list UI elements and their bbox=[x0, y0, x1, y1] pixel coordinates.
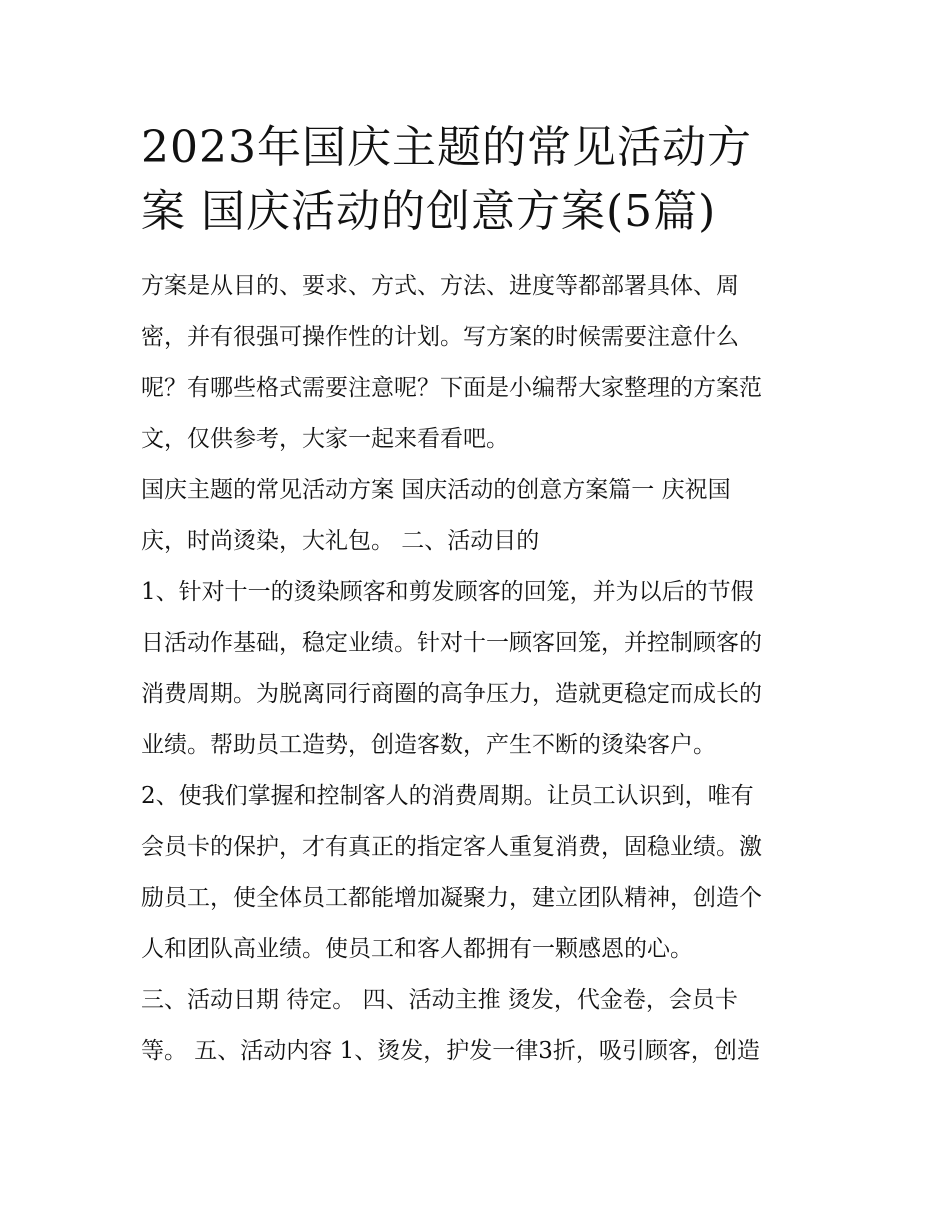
goal-two-paragraph bbox=[141, 771, 813, 975]
text-line: 日活动作基础，稳定业绩。针对十一顾客回笼，并控制顾客的 bbox=[141, 630, 762, 656]
text-line: 2、使我们掌握和控制客人的消费周期。让员工认识到，唯有 bbox=[141, 783, 754, 809]
text-line: 消费周期。为脱离同行商圈的高争压力，造就更稳定而成长的 bbox=[141, 681, 762, 707]
title-line: 案 国庆活动的创意方案(5篇) bbox=[141, 186, 717, 237]
schedule-paragraph bbox=[141, 975, 813, 1077]
goal-one-paragraph bbox=[141, 567, 813, 771]
text-line: 1、针对十一的烫染顾客和剪发顾客的回笼，并为以后的节假 bbox=[141, 579, 754, 605]
document-title bbox=[141, 116, 813, 244]
intro-paragraph bbox=[141, 261, 813, 465]
text-line: 呢？有哪些格式需要注意呢？下面是小编帮大家整理的方案范 bbox=[141, 375, 762, 401]
text-line: 等。 五、活动内容 1、烫发，护发一律3折，吸引顾客，创造 bbox=[141, 1038, 760, 1064]
text-line: 三、活动日期 待定。 四、活动主推 烫发，代金卷，会员卡 bbox=[141, 987, 738, 1013]
text-line: 国庆主题的常见活动方案 国庆活动的创意方案篇一 庆祝国 bbox=[141, 477, 731, 503]
document-body bbox=[141, 261, 813, 1077]
text-line: 人和团队高业绩。使员工和客人都拥有一颗感恩的心。 bbox=[141, 936, 693, 962]
text-line: 文，仅供参考，大家一起来看看吧。 bbox=[141, 426, 509, 452]
text-line: 会员卡的保护，才有真正的指定客人重复消费，固稳业绩。激 bbox=[141, 834, 762, 860]
title-line: 2023年国庆主题的常见活动方 bbox=[141, 122, 752, 173]
text-line: 方案是从目的、要求、方式、方法、进度等都部署具体、周 bbox=[141, 273, 739, 299]
text-line: 庆，时尚烫染，大礼包。 二、活动目的 bbox=[141, 528, 540, 554]
text-line: 业绩。帮助员工造势，创造客数，产生不断的烫染客户。 bbox=[141, 732, 716, 758]
document-page bbox=[141, 116, 813, 1077]
text-line: 励员工，使全体员工都能增加凝聚力，建立团队精神，创造个 bbox=[141, 885, 762, 911]
section-one-paragraph bbox=[141, 465, 813, 567]
text-line: 密，并有很强可操作性的计划。写方案的时候需要注意什么 bbox=[141, 324, 739, 350]
